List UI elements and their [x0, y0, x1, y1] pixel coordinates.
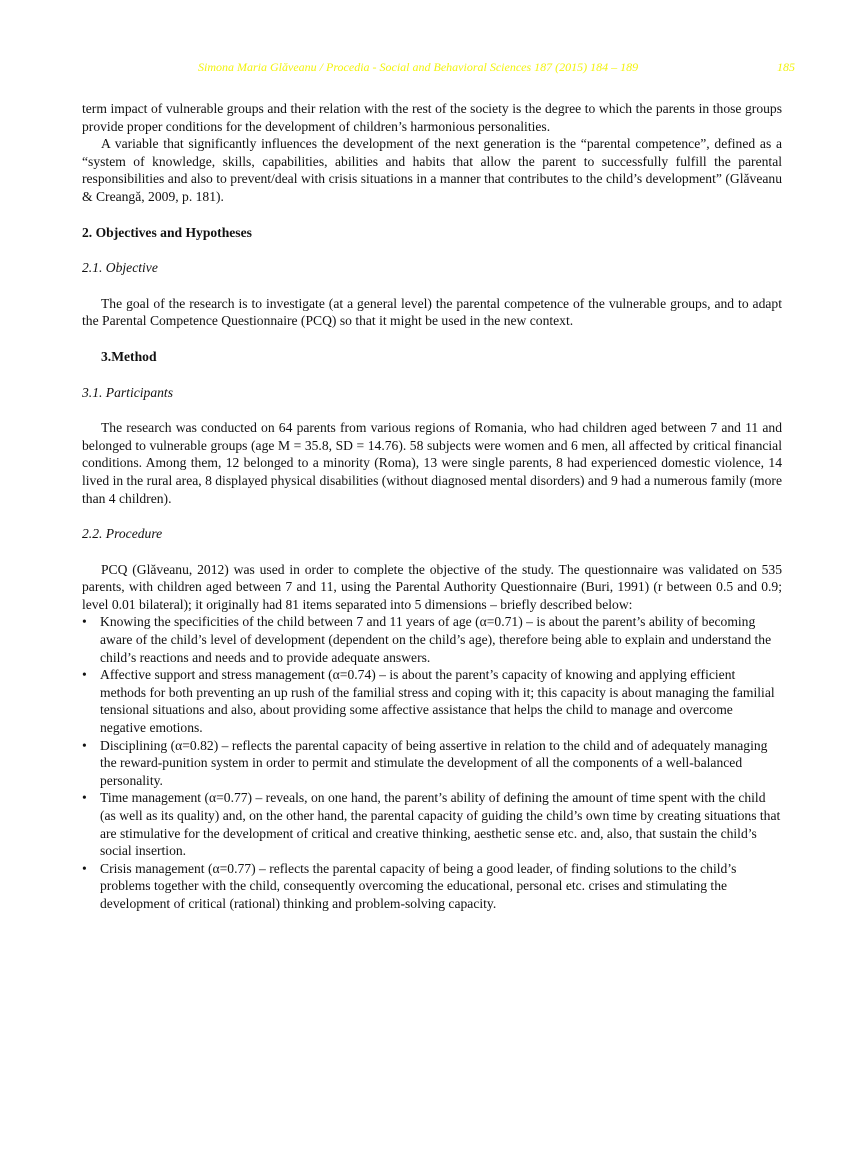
body-text	[82, 100, 782, 913]
paragraph: The research was conducted on 64 parents from various regions of Romania, who had children aged between 7 and 11 and belonged to vulnerable groups (age M = 35.8, SD = 14.76). 58 subjects were women and 6 men, all affected by critical financial conditions. Among them, 12 belonged to a minority (Roma), 13 were single parents, 8 had experienced domestic violence, 14 lived in the rural area, 8 displayed physical disabilities (without diagnosed mental disorders) and 9 had a numerous family (more than 4 children).	[82, 420, 782, 506]
list-item: • Affective support and stress management (α=0.74) – is about the parent’s capacity of knowing and applying efficient methods for both preventing an up rush of the familial stress and coping with it; this capacity is about managing the familial tensional situations and also, about providing some affective assistance that helps the child to manage and overcome negative emotions.	[82, 666, 782, 736]
subsection-heading: 2.1. Objective	[82, 260, 158, 276]
section-heading: 3.Method	[101, 348, 157, 364]
subsection-heading: 2.2. Procedure	[82, 526, 163, 542]
subsection-heading: 3.1. Participants	[82, 384, 174, 400]
paragraph: The goal of the research is to investigate (at a general level) the parental competence of the vulnerable groups, and to adapt the Parental Competence Questionnaire (PCQ) so that it might be used in the new context.	[82, 295, 782, 329]
paragraph: A variable that significantly influences the development of the next generation is the “parental competence”, defined as a “system of knowledge, skills, capabilities, abilities and habits that allow the parent to successfully fulfill the parental responsibilities and also to prevent/deal with crisis situations in a manner that contributes to the child’s development” (Glăveanu & Creangă, 2009, p. 181).	[82, 136, 782, 204]
list-item: • Time management (α=0.77) – reveals, on one hand, the parent’s ability of defining the amount of time spent with the child (as well as its quality) and, on the other hand, the parental capacity of guiding the child’s own time by creating situations that are stimulative for the development of critical and creative thinking, aesthetic sense etc. and, also, that sustain the child’s social insertion.	[82, 789, 782, 859]
section-heading: 2. Objectives and Hypotheses	[82, 224, 252, 240]
paragraph: term impact of vulnerable groups and their relation with the rest of the society is the degree to which the parents in those groups provide proper conditions for the development of children’s harmonious personalities.	[82, 101, 782, 134]
list-item: • Knowing the specificities of the child between 7 and 11 years of age (α=0.71) – is about the parent’s ability of becoming aware of the child’s level of development (dependent on the child’s age), therefore being able to explain and understand the child’s reactions and needs and to provide adequate answers.	[82, 613, 782, 666]
page-number: 185	[777, 60, 795, 74]
running-title: Simona Maria Glăveanu / Procedia - Social and Behavioral Sciences 187 (2015) 184 – 189	[198, 60, 639, 74]
dimension-list	[82, 613, 782, 912]
paragraph: PCQ (Glăveanu, 2012) was used in order to complete the objective of the study. The questionnaire was validated on 535 parents, with children aged between 7 and 11, using the Parental Authority Questionnaire (Buri, 1991) (r between 0.5 and 0.9; level 0.01 bilateral); it originally had 81 items separated into 5 dimensions – briefly described below:	[82, 561, 782, 612]
list-item: • Disciplining (α=0.82) – reflects the parental capacity of being assertive in relation to the child and of adequately managing the reward-punition system in order to permit and stimulate the development of all the components of a well-balanced personality.	[82, 737, 782, 790]
list-item: • Crisis management (α=0.77) – reflects the parental capacity of being a good leader, of finding solutions to the child’s problems together with the child, consequently overcoming the educational, personal etc. crises and stimulating the development of critical (rational) thinking and problem-solving capacity.	[82, 860, 782, 913]
